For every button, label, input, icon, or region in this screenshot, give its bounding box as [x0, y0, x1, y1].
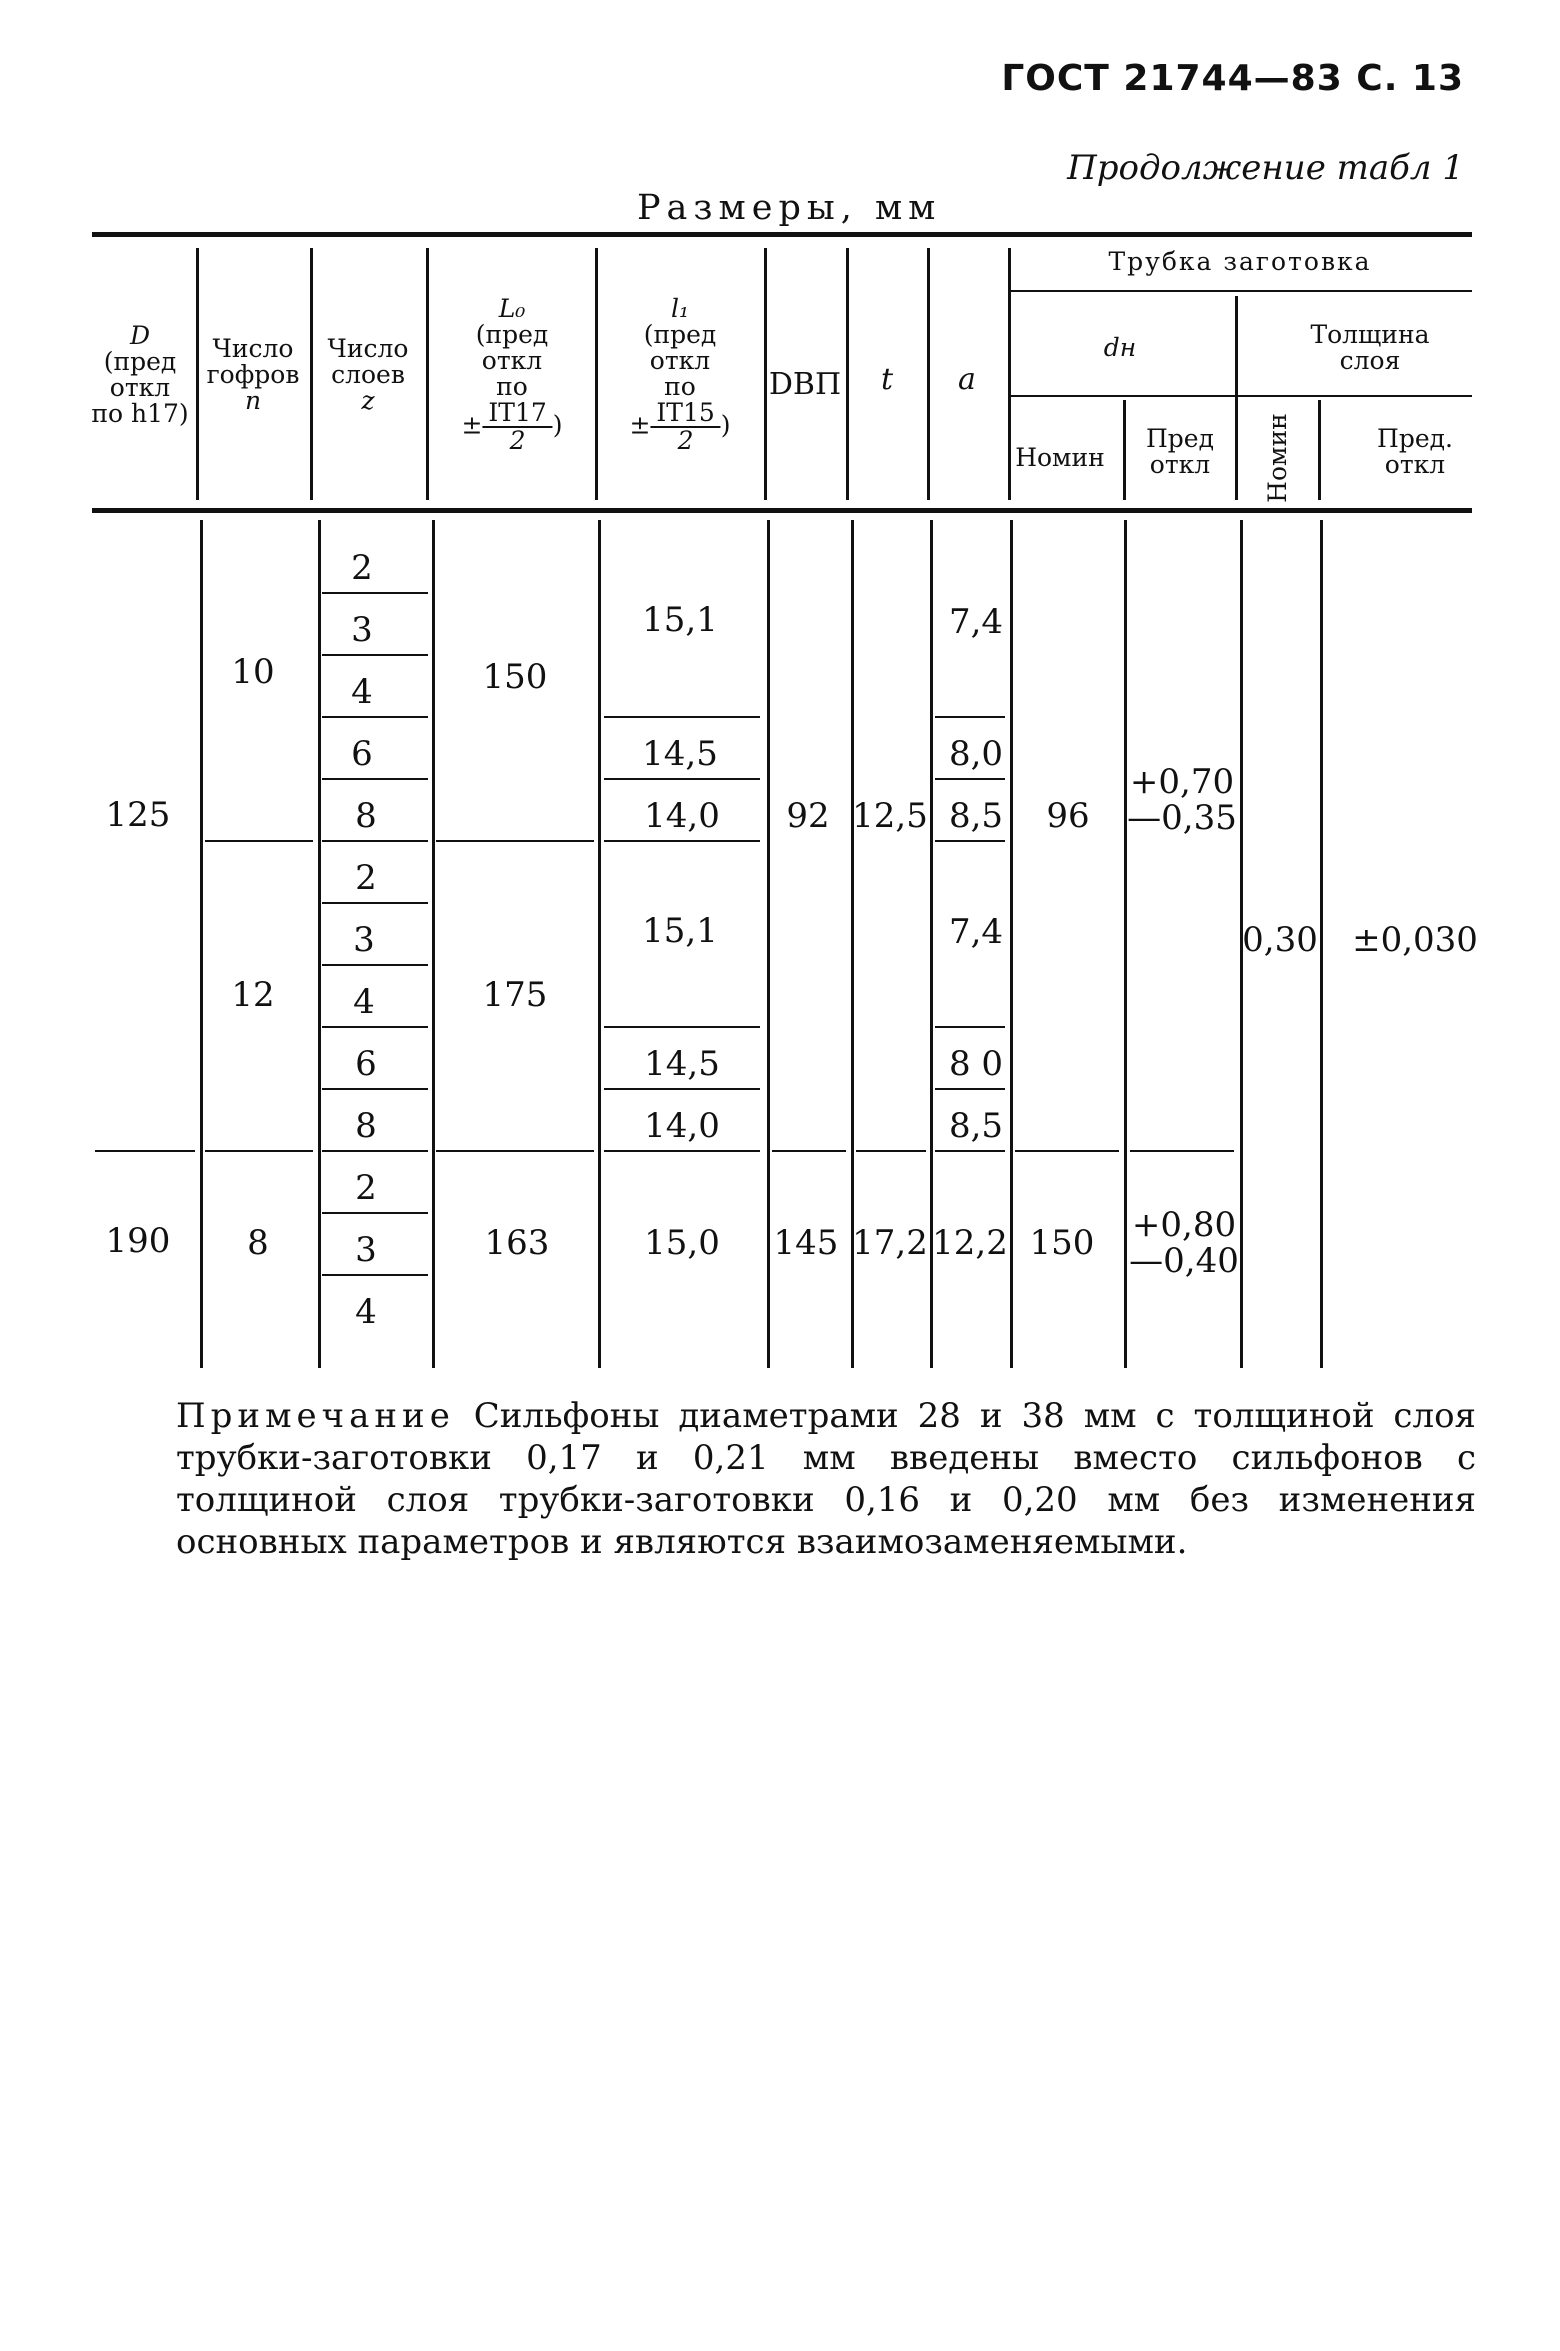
- note-text: Сильфоны диаметрами 28 и 38 мм с толщиной слоя трубки-заготовки 0,17 и 0,21 мм введены вместо сильфонов с толщиной слоя трубки-заготовки 0,16 и 0,20 мм без изменения основных параметров и являются взаимозаменяемыми.: [176, 1396, 1476, 1562]
- row-rule: [322, 1212, 428, 1214]
- row-rule: [772, 1150, 846, 1152]
- col-header-z: Число слоев z: [327, 334, 409, 415]
- group-header-tube: Трубка заготовка: [1108, 247, 1372, 276]
- row-rule: [604, 1088, 760, 1090]
- row-rule: [604, 1026, 760, 1028]
- cell-L0: 150: [482, 657, 548, 697]
- cell-n: 10: [231, 652, 275, 692]
- col-header-n: Число гофров n: [206, 334, 300, 415]
- row-rule: [95, 1150, 195, 1152]
- row-rule: [935, 716, 1005, 718]
- col-sep: [432, 520, 435, 1368]
- col-header-t: t: [880, 362, 894, 397]
- cell-l1: 14,5: [644, 1044, 720, 1084]
- row-rule: [604, 716, 760, 718]
- cell-a: 7,4: [948, 602, 1004, 642]
- row-rule: [322, 840, 428, 842]
- col-sep: [846, 248, 849, 500]
- row-rule: [935, 1150, 1005, 1152]
- col-sep: [1008, 248, 1011, 500]
- row-rule: [322, 902, 428, 904]
- col-header-dn: dн: [1103, 333, 1137, 362]
- row-rule: [935, 778, 1005, 780]
- cell-a: 8,5: [948, 796, 1004, 836]
- cell-l1: 14,0: [644, 1106, 720, 1146]
- col-sep: [1318, 400, 1321, 500]
- col-header-th-dev: Пред. откл: [1377, 424, 1453, 479]
- col-sep: [764, 248, 767, 500]
- col-sep: [1235, 296, 1238, 500]
- row-rule: [322, 1150, 428, 1152]
- cell-Dvp: 145: [773, 1223, 839, 1263]
- row-rule: [436, 1150, 594, 1152]
- cell-z: 4: [353, 982, 375, 1022]
- cell-z: 3: [351, 610, 373, 650]
- subheader-rule: [1010, 395, 1472, 397]
- col-sep: [595, 248, 598, 500]
- page-header: ГОСТ 21744—83 С. 13: [1001, 58, 1464, 99]
- col-sep: [767, 520, 770, 1368]
- col-header-thickness: Толщина слоя: [1310, 320, 1430, 375]
- table-top-rule: [92, 232, 1472, 237]
- row-rule: [322, 1088, 428, 1090]
- row-rule: [322, 778, 428, 780]
- row-rule: [935, 1026, 1005, 1028]
- cell-z: 2: [355, 1168, 377, 1208]
- col-sep: [426, 248, 429, 500]
- cell-D: 125: [105, 795, 171, 835]
- cell-z: 6: [355, 1044, 377, 1084]
- cell-z: 3: [353, 920, 375, 960]
- cell-dn-dev: +0,70 —0,35: [1127, 762, 1237, 838]
- cell-z: 2: [351, 548, 373, 588]
- cell-th-nom: 0,30: [1242, 920, 1318, 960]
- cell-a: 8,5: [948, 1106, 1004, 1146]
- cell-z: 6: [351, 734, 373, 774]
- row-rule: [322, 716, 428, 718]
- cell-z: 3: [355, 1230, 377, 1270]
- group-rule: [1010, 290, 1472, 292]
- table-continuation-label: Продолжение табл 1: [1067, 148, 1464, 188]
- col-header-a: a: [958, 362, 976, 397]
- cell-dn-nom: 96: [1046, 796, 1090, 836]
- cell-n: 12: [231, 975, 275, 1015]
- cell-t: 12,5: [852, 796, 928, 836]
- row-rule: [436, 840, 594, 842]
- cell-a: 8,0: [948, 734, 1004, 774]
- cell-D: 190: [105, 1221, 171, 1261]
- row-rule: [322, 1274, 428, 1276]
- cell-z: 2: [355, 858, 377, 898]
- row-rule: [856, 1150, 926, 1152]
- col-sep: [196, 248, 199, 500]
- cell-L0: 175: [482, 975, 548, 1015]
- col-header-l1: l₁ (пред откл по ± $\frac{IT15}{2}$ ): [629, 294, 731, 455]
- cell-a: 7,4: [948, 912, 1004, 952]
- col-header-dn-dev: Пред откл: [1146, 424, 1214, 479]
- col-sep: [318, 520, 321, 1368]
- cell-l1: 15,0: [644, 1223, 720, 1263]
- row-rule: [322, 964, 428, 966]
- col-header-dn-nom: Номин: [1015, 443, 1105, 472]
- cell-t: 17,2: [852, 1223, 928, 1263]
- row-rule: [205, 1150, 313, 1152]
- cell-a: 8 0: [948, 1044, 1004, 1084]
- cell-z: 8: [355, 1106, 377, 1146]
- cell-L0: 163: [484, 1223, 550, 1263]
- table-note: [176, 1395, 1476, 1563]
- row-rule: [322, 1026, 428, 1028]
- col-sep: [200, 520, 203, 1368]
- row-rule: [935, 1088, 1005, 1090]
- col-sep: [1320, 520, 1323, 1368]
- cell-z: 4: [355, 1292, 377, 1332]
- cell-dn-nom: 150: [1029, 1223, 1095, 1263]
- col-sep: [1124, 520, 1127, 1368]
- row-rule: [322, 592, 428, 594]
- cell-a: 12,2: [932, 1223, 1008, 1263]
- units-caption: Размеры, мм: [637, 188, 942, 228]
- row-rule: [604, 1150, 760, 1152]
- cell-z: 4: [351, 672, 373, 712]
- row-rule: [1015, 1150, 1119, 1152]
- row-rule: [604, 778, 760, 780]
- cell-Dvp: 92: [786, 796, 830, 836]
- col-sep: [1010, 520, 1013, 1368]
- col-header-th-nom: Номин: [1263, 413, 1292, 503]
- row-rule: [935, 840, 1005, 842]
- cell-z: 8: [355, 796, 377, 836]
- row-rule: [604, 840, 760, 842]
- row-rule: [322, 654, 428, 656]
- row-rule: [1130, 1150, 1234, 1152]
- cell-l1: 15,1: [642, 911, 718, 951]
- col-sep: [310, 248, 313, 500]
- header-bottom-rule: [92, 508, 1472, 513]
- col-header-Dvp: DВП: [768, 367, 842, 402]
- cell-dn-dev: +0,80 —0,40: [1129, 1205, 1239, 1281]
- cell-th-dev: ±0,030: [1352, 920, 1478, 960]
- note-label: Примечание: [176, 1396, 455, 1436]
- col-sep: [1123, 400, 1126, 500]
- cell-n: 8: [247, 1223, 269, 1263]
- col-header-D: D (пред откл по h17): [91, 321, 189, 428]
- row-rule: [205, 840, 313, 842]
- cell-l1: 15,1: [642, 600, 718, 640]
- col-header-L0: L₀ (пред откл по ± $\frac{IT17}{2}$ ): [461, 294, 563, 455]
- col-sep: [927, 248, 930, 500]
- col-sep: [598, 520, 601, 1368]
- cell-l1: 14,5: [642, 734, 718, 774]
- cell-l1: 14,0: [644, 796, 720, 836]
